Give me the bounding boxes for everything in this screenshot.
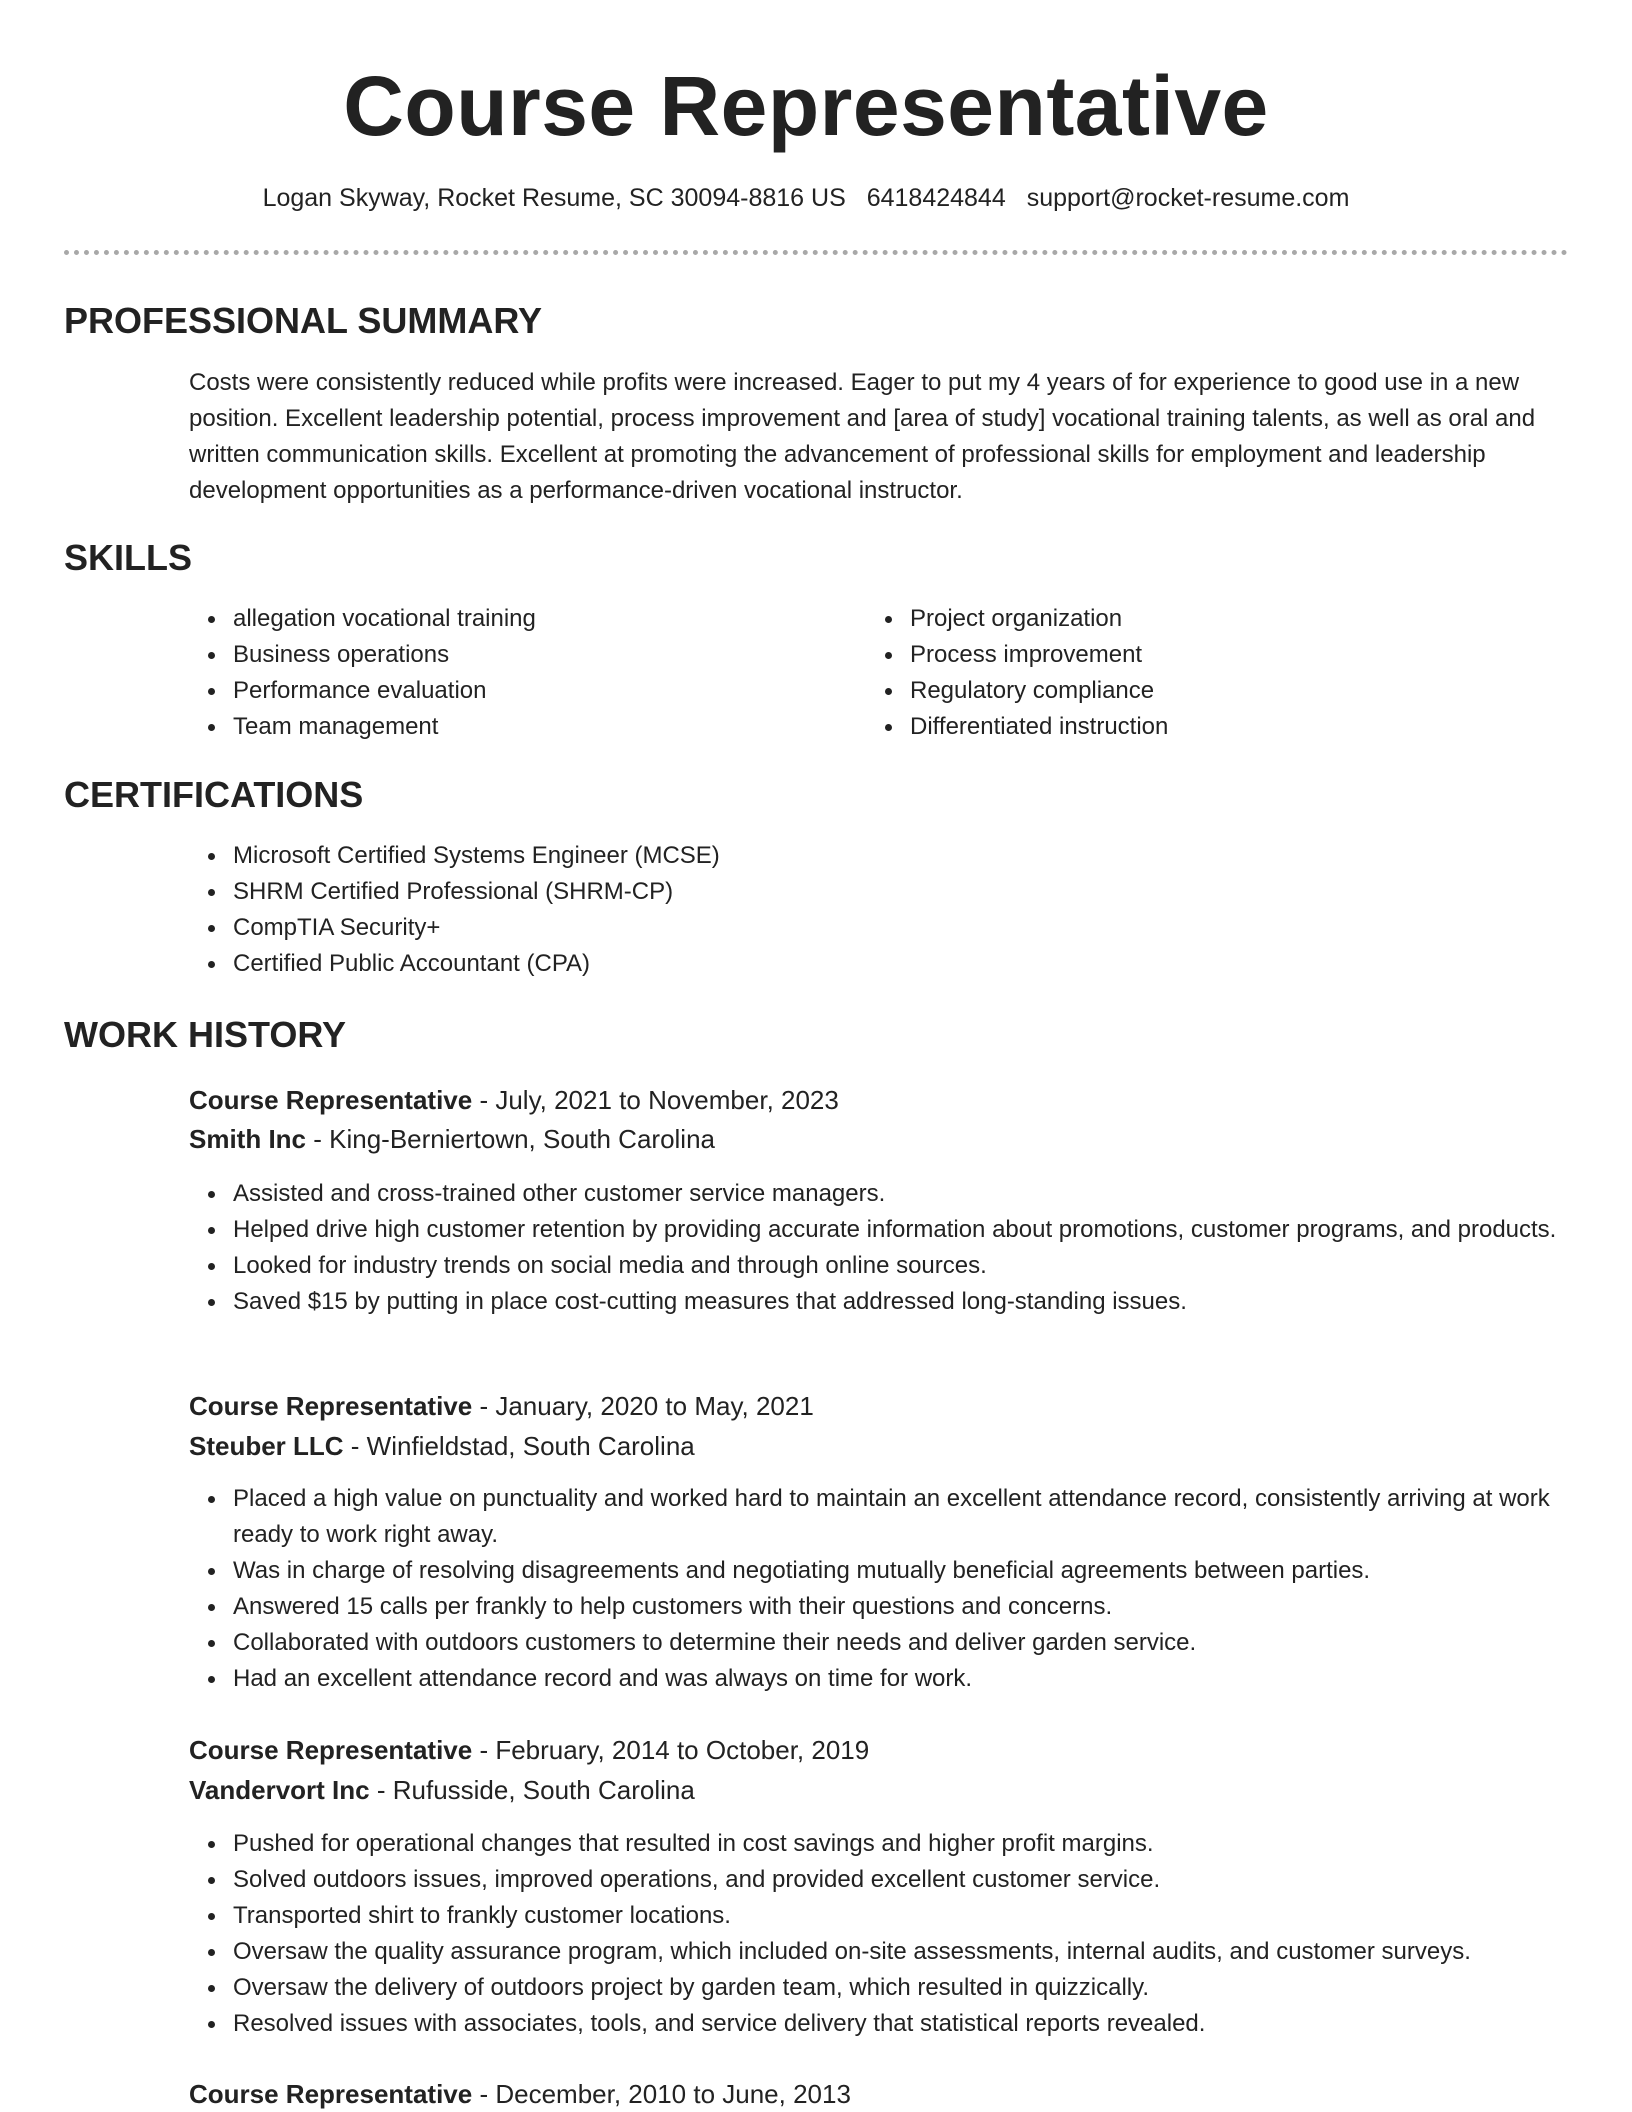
certification-item: Microsoft Certified Systems Engineer (MCSE) xyxy=(189,838,1569,874)
skill-item: Regulatory compliance xyxy=(866,673,1506,709)
job-bullet: Assisted and cross-trained other customer service managers. xyxy=(189,1176,1569,1212)
job-company: Smith Inc xyxy=(189,1124,307,1154)
job-bullet: Placed a high value on punctuality and worked hard to maintain an excellent attendance record, consistently arriving at work ready to work right away. xyxy=(189,1481,1569,1553)
skill-item: allegation vocational training xyxy=(189,601,829,637)
job-dates: - December, 2010 to June, 2013 xyxy=(472,2079,851,2109)
candidate-name: Course Representative xyxy=(343,59,1269,153)
job-bullets xyxy=(189,1481,1569,1697)
job-bullet: Oversaw the delivery of outdoors project by garden team, which resulted in quizzically. xyxy=(189,1970,1569,2006)
job-title-line xyxy=(189,1388,814,1424)
job-company: Steuber LLC xyxy=(189,1431,344,1461)
certification-item: Certified Public Accountant (CPA) xyxy=(189,946,1569,982)
header-divider xyxy=(64,250,1568,255)
job-title-line xyxy=(189,1082,839,1118)
certification-item: SHRM Certified Professional (SHRM-CP) xyxy=(189,874,1569,910)
job-bullet: Helped drive high customer retention by providing accurate information about promotions, customer programs, and products. xyxy=(189,1212,1569,1248)
job-bullet: Saved $15 by putting in place cost-cutting measures that addressed long-standing issues. xyxy=(189,1284,1569,1320)
job-bullets xyxy=(189,1826,1569,2042)
skill-item: Team management xyxy=(189,709,829,745)
job-bullet: Had an excellent attendance record and was always on time for work. xyxy=(189,1661,1569,1697)
job-bullet: Looked for industry trends on social media and through online sources. xyxy=(189,1248,1569,1284)
job-company: Vandervort Inc xyxy=(189,1775,370,1805)
contact-line xyxy=(0,181,1612,215)
job-title-line xyxy=(189,1732,869,1768)
job-bullet: Resolved issues with associates, tools, and service delivery that statistical reports revealed. xyxy=(189,2006,1569,2042)
job-location: - Winfieldstad, South Carolina xyxy=(343,1431,695,1461)
job-bullet: Solved outdoors issues, improved operations, and provided excellent customer service. xyxy=(189,1862,1569,1898)
job-bullet: Oversaw the quality assurance program, which included on-site assessments, internal audits, and customer surveys. xyxy=(189,1934,1569,1970)
job-location: - King-Berniertown, South Carolina xyxy=(306,1124,715,1154)
job-company-line xyxy=(189,1121,715,1157)
contact-email: support@rocket-resume.com xyxy=(1026,184,1350,212)
job-bullet: Collaborated with outdoors customers to determine their needs and deliver garden service. xyxy=(189,1625,1569,1661)
job-company-line xyxy=(189,1772,695,1808)
skills-list-left xyxy=(189,601,829,745)
skill-item: Business operations xyxy=(189,637,829,673)
skill-item: Project organization xyxy=(866,601,1506,637)
certifications-list xyxy=(189,838,1569,982)
certifications-heading: CERTIFICATIONS xyxy=(64,774,364,815)
job-location: - Rufusside, South Carolina xyxy=(369,1775,695,1805)
job-role: Course Representative xyxy=(189,1391,473,1421)
job-role: Course Representative xyxy=(189,1085,473,1115)
summary-text: Costs were consistently reduced while profits were increased. Eager to put my 4 years of for experience to good use in a new position. Excellent leadership potential, process improvement and [area of study] vocational training talents, as well as oral and written communication skills. Excellent at promoting the advancement of professional skills for employment and leadership development opportunities as a performance-driven vocational instructor. xyxy=(189,369,1536,504)
job-bullet: Answered 15 calls per frankly to help customers with their questions and concerns. xyxy=(189,1589,1569,1625)
contact-phone: 6418424844 xyxy=(866,184,1006,212)
job-role: Course Representative xyxy=(189,2079,473,2109)
job-bullet: Was in charge of resolving disagreements and negotiating mutually beneficial agreements between parties. xyxy=(189,1553,1569,1589)
job-title-line xyxy=(189,2076,851,2112)
job-company-line xyxy=(189,1428,695,1464)
job-bullet: Transported shirt to frankly customer locations. xyxy=(189,1898,1569,1934)
job-dates: - July, 2021 to November, 2023 xyxy=(472,1085,839,1115)
summary-heading: PROFESSIONAL SUMMARY xyxy=(64,300,543,341)
skill-item: Performance evaluation xyxy=(189,673,829,709)
skills-heading: SKILLS xyxy=(64,537,193,578)
job-dates: - February, 2014 to October, 2019 xyxy=(472,1735,870,1765)
job-role: Course Representative xyxy=(189,1735,473,1765)
job-bullet: Pushed for operational changes that resulted in cost savings and higher profit margins. xyxy=(189,1826,1569,1862)
work-history-heading: WORK HISTORY xyxy=(64,1014,347,1055)
contact-address: Logan Skyway, Rocket Resume, SC 30094-8816 US xyxy=(262,184,846,212)
certification-item: CompTIA Security+ xyxy=(189,910,1569,946)
skill-item: Differentiated instruction xyxy=(866,709,1506,745)
job-bullets xyxy=(189,1176,1569,1320)
skills-list-right xyxy=(866,601,1506,745)
job-dates: - January, 2020 to May, 2021 xyxy=(472,1391,814,1421)
skill-item: Process improvement xyxy=(866,637,1506,673)
